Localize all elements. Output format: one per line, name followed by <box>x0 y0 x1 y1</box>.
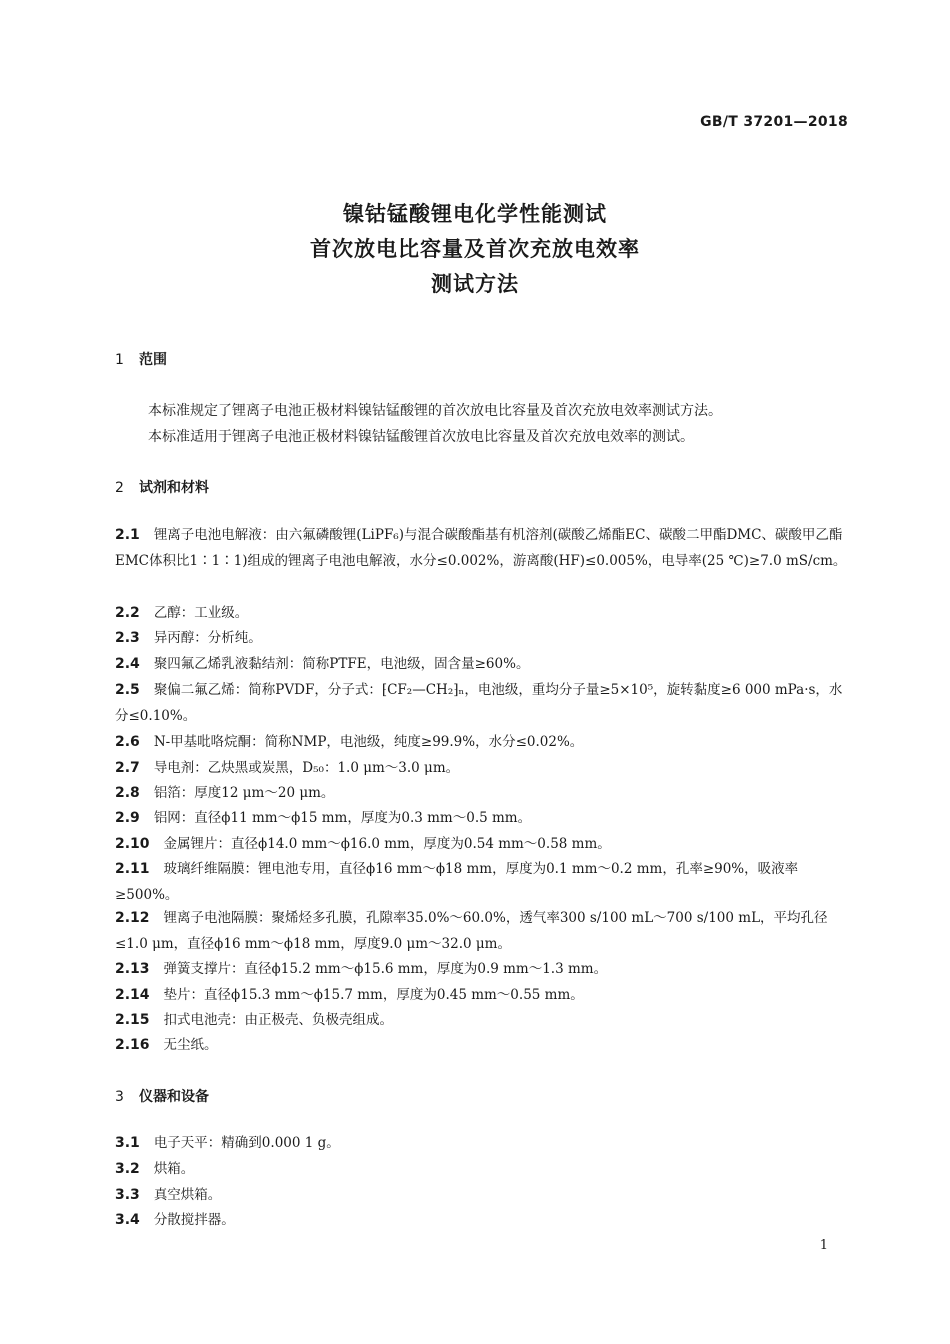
item-number: 2.4 <box>115 656 140 672</box>
section-number: 1 <box>115 352 124 368</box>
item-text: 无尘纸。 <box>163 1037 218 1053</box>
list-item-2-11 <box>115 856 850 908</box>
item-text: 锂离子电池电解液：由六氟磷酸锂(LiPF₆)与混合碳酸酯基有机溶剂(碳酸乙烯酯EC、碳酸二甲酯DMC、碳酸甲乙酯EMC体积比1∶1∶1)组成的锂离子电池电解液，水分≤0.002%，游离酸(HF)≤0.005%，电导率(25 ℃)≥7.0 mS/cm。 <box>115 527 847 569</box>
item-number: 2.10 <box>115 836 150 852</box>
section-number: 3 <box>115 1089 124 1105</box>
item-text: 聚四氟乙烯乳液黏结剂：简称PTFE，电池级，固含量≥60%。 <box>153 656 530 672</box>
item-number: 2.13 <box>115 961 150 977</box>
item-number: 2.12 <box>115 910 150 926</box>
section-heading-reagents <box>115 477 209 497</box>
document-title-line-3: 测试方法 <box>431 272 519 296</box>
standard-code: GB/T 37201—2018 <box>700 114 848 130</box>
item-number: 2.7 <box>115 760 140 776</box>
item-number: 2.9 <box>115 810 140 826</box>
item-text: 玻璃纤维隔膜：锂电池专用，直径ϕ16 mm～ϕ18 mm，厚度为0.1 mm～0.2 mm，孔率≥90%，吸液率≥500%。 <box>115 861 799 903</box>
list-item-2-7 <box>115 755 850 781</box>
item-number: 2.8 <box>115 785 140 801</box>
item-number: 2.5 <box>115 682 140 698</box>
item-number: 2.16 <box>115 1037 150 1053</box>
item-text: 锂离子电池隔膜：聚烯烃多孔膜，孔隙率35.0%～60.0%，透气率300 s/100 mL～700 s/100 mL，平均孔径≤1.0 μm，直径ϕ16 mm～ϕ18 mm，厚度9.0 μm～32.0 μm。 <box>115 910 828 952</box>
item-number: 3.4 <box>115 1212 140 1228</box>
list-item-2-13 <box>115 956 850 982</box>
item-text: 烘箱。 <box>153 1161 195 1177</box>
list-item-2-14 <box>115 982 850 1008</box>
item-text: 电子天平：精确到0.000 1 g。 <box>153 1135 340 1151</box>
item-number: 2.14 <box>115 987 150 1003</box>
item-text: 乙醇：工业级。 <box>153 605 249 621</box>
list-item-2-6 <box>115 729 850 755</box>
list-item-2-5 <box>115 677 850 729</box>
list-item-2-12 <box>115 905 850 957</box>
list-item-2-16 <box>115 1032 850 1058</box>
item-number: 2.15 <box>115 1012 150 1028</box>
item-text: N-甲基吡咯烷酮：简称NMP，电池级，纯度≥99.9%，水分≤0.02%。 <box>153 734 584 750</box>
page-number: 1 <box>819 1238 828 1253</box>
document-title-line-1: 镍钴锰酸锂电化学性能测试 <box>343 202 607 226</box>
list-item-2-2 <box>115 600 850 626</box>
item-number: 3.2 <box>115 1161 140 1177</box>
item-number: 2.2 <box>115 605 140 621</box>
scope-paragraph-2: 本标准适用于锂离子电池正极材料镍钴锰酸锂首次放电比容量及首次充放电效率的测试。 <box>148 429 694 445</box>
list-item-2-9 <box>115 805 850 831</box>
item-text: 扣式电池壳：由正极壳、负极壳组成。 <box>163 1012 394 1028</box>
item-text: 铝箔：厚度12 μm～20 μm。 <box>153 785 335 801</box>
item-text: 铝网：直径ϕ11 mm～ϕ15 mm，厚度为0.3 mm～0.5 mm。 <box>153 810 532 826</box>
list-item-3-2 <box>115 1156 850 1182</box>
section-title: 试剂和材料 <box>139 480 209 496</box>
item-text: 垫片：直径ϕ15.3 mm～ϕ15.7 mm，厚度为0.45 mm～0.55 mm。 <box>163 987 584 1003</box>
section-title: 范围 <box>139 352 167 368</box>
list-item-3-4 <box>115 1207 850 1233</box>
list-item-2-10 <box>115 831 850 857</box>
item-number: 3.3 <box>115 1187 140 1203</box>
section-number: 2 <box>115 480 124 496</box>
item-text: 聚偏二氟乙烯：简称PVDF，分子式：⁅CF₂—CH₂⁆ₙ，电池级，重均分子量≥5×10⁵，旋转黏度≥6 000 mPa·s，水分≤0.10%。 <box>115 682 843 724</box>
item-text: 导电剂：乙炔黑或炭黑，D₅₀：1.0 μm～3.0 μm。 <box>153 760 460 776</box>
list-item-3-3 <box>115 1182 850 1208</box>
item-text: 异丙醇：分析纯。 <box>153 630 262 646</box>
list-item-3-1 <box>115 1130 850 1156</box>
scope-paragraph-1: 本标准规定了锂离子电池正极材料镍钴锰酸锂的首次放电比容量及首次充放电效率测试方法。 <box>148 403 722 419</box>
item-text: 分散搅拌器。 <box>153 1212 235 1228</box>
item-number: 2.1 <box>115 527 140 543</box>
list-item-2-4 <box>115 651 850 677</box>
item-number: 2.6 <box>115 734 140 750</box>
item-number: 3.1 <box>115 1135 140 1151</box>
item-text: 真空烘箱。 <box>153 1187 222 1203</box>
list-item-2-8 <box>115 780 850 806</box>
item-number: 2.11 <box>115 861 150 877</box>
list-item-2-15 <box>115 1007 850 1033</box>
item-text: 金属锂片：直径ϕ14.0 mm～ϕ16.0 mm，厚度为0.54 mm～0.58 mm。 <box>163 836 611 852</box>
item-text: 弹簧支撑片：直径ϕ15.2 mm～ϕ15.6 mm，厚度为0.9 mm～1.3 mm。 <box>163 961 608 977</box>
item-number: 2.3 <box>115 630 140 646</box>
section-title: 仪器和设备 <box>139 1089 209 1105</box>
section-heading-equipment <box>115 1086 209 1106</box>
list-item-2-1 <box>115 522 850 574</box>
list-item-2-3 <box>115 625 850 651</box>
document-title-line-2: 首次放电比容量及首次充放电效率 <box>310 237 640 261</box>
section-heading-scope <box>115 349 167 369</box>
